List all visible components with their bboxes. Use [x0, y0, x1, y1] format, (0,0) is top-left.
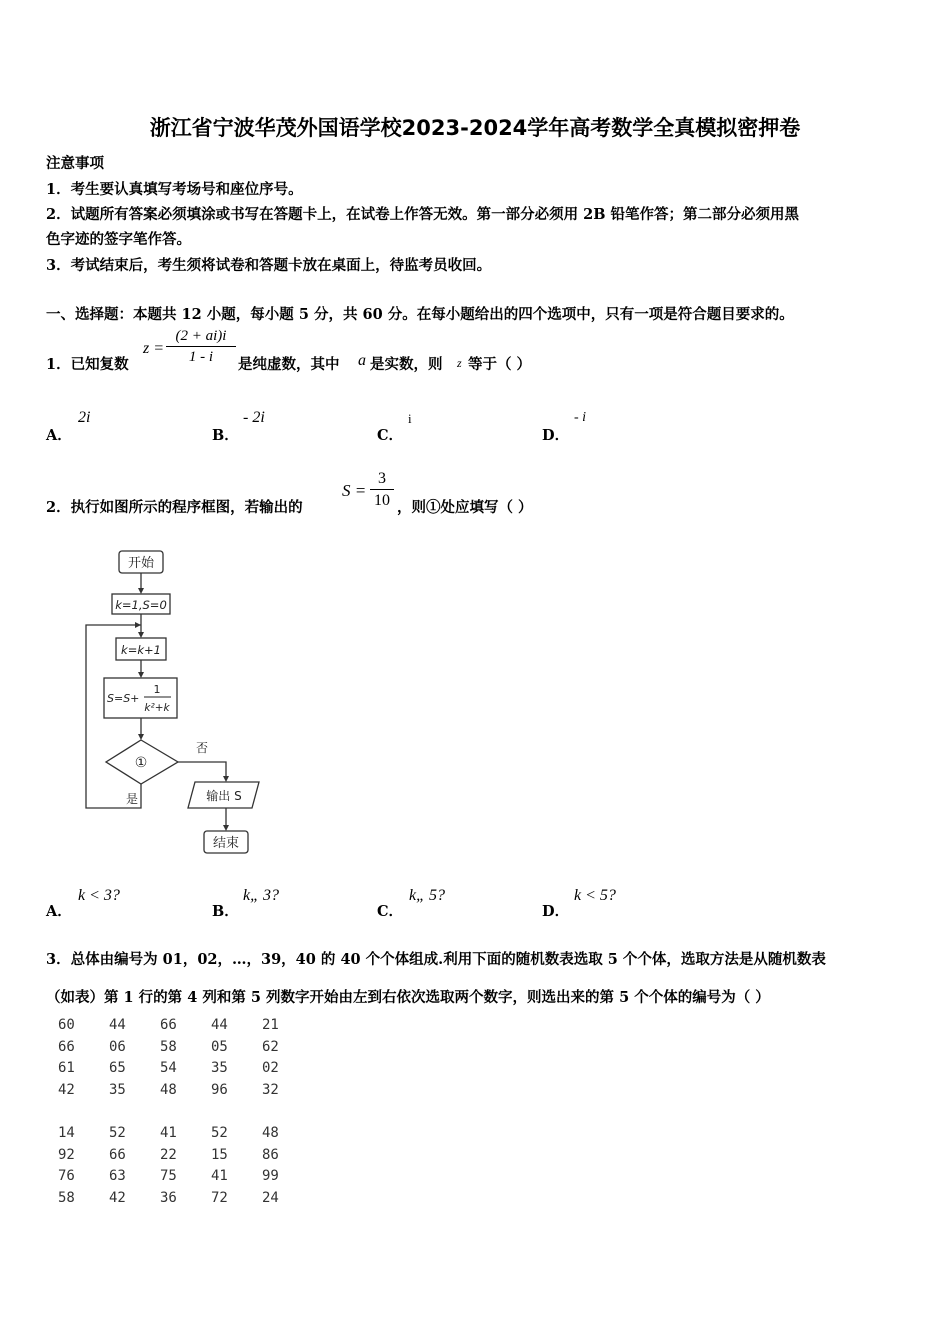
table-row [58, 1125, 313, 1147]
notice-item-3: 3．考试结束后，考生须将试卷和答题卡放在桌面上，待监考员收回。 [46, 257, 492, 274]
table-cell: 66 [58, 1038, 75, 1055]
q2-numerator: 3 [378, 470, 386, 487]
notice-item-1: 1．考生要认真填写考场号和座位序号。 [46, 181, 303, 198]
table-cell: 44 [109, 1017, 126, 1033]
flow-end-text: 结束 [212, 836, 240, 851]
q3-line-1: 3．总体由编号为 01，02，…，39，40 的 40 个个体组成.利用下面的随机数表选取 5 个个体，选取方法是从随机数表 [46, 951, 826, 968]
table-cell: 02 [262, 1060, 279, 1076]
page-title: 浙江省宁波华茂外国语学校2023-2024学年高考数学全真模拟密押卷 [149, 116, 801, 140]
flow-update-text: S=S+ [107, 692, 140, 705]
table-cell: 92 [58, 1146, 75, 1163]
q1-option-d-label[interactable]: D． [542, 427, 570, 444]
table-cell: 05 [211, 1038, 228, 1055]
table-cell: 76 [58, 1168, 75, 1184]
table-row [58, 1017, 313, 1039]
q1-option-d-value: - i [574, 410, 587, 425]
q2-option-d-value: k < 5? [574, 887, 616, 904]
flow-update-den: k²+k [144, 702, 170, 714]
q2-suffix: ，则①处应填写（ ） [397, 499, 533, 516]
q2-option-c-value: k„ 5? [409, 887, 445, 904]
table-row [58, 1190, 313, 1212]
table-cell: 52 [109, 1125, 126, 1141]
table-cell: 65 [109, 1060, 126, 1076]
table-row [58, 1082, 313, 1104]
table-cell: 24 [262, 1189, 279, 1206]
q1-option-b-label[interactable]: B． [212, 427, 239, 444]
flow-update-num: 1 [153, 683, 161, 696]
table-cell: 61 [58, 1060, 75, 1076]
table-cell: 62 [262, 1038, 279, 1055]
section-heading: 一、选择题：本题共 12 小题，每小题 5 分，共 60 分。在每小题给出的四个选项中，只有一项是符合题目要求的。 [46, 306, 794, 323]
q2-s-eq: S = [342, 481, 367, 500]
q1-z: z [457, 356, 462, 370]
table-cell: 66 [109, 1146, 126, 1163]
table-cell: 66 [160, 1017, 177, 1033]
flow-no-label: 否 [196, 741, 209, 755]
q1-option-c-label[interactable]: C． [377, 427, 404, 444]
notice-heading: 注意事项 [46, 155, 104, 172]
table-cell: 32 [262, 1081, 279, 1098]
table-row [58, 1039, 313, 1061]
flow-start-text: 开始 [127, 556, 155, 571]
table-cell: 48 [262, 1125, 279, 1141]
table-cell: 14 [58, 1125, 75, 1141]
q1-option-c-value: i [408, 411, 412, 426]
table-cell: 58 [58, 1189, 75, 1206]
q1-option-a-label[interactable]: A． [46, 427, 72, 444]
flow-yes-label: 是 [126, 792, 139, 806]
table-cell: 86 [262, 1146, 279, 1163]
random-table-1 [58, 1017, 313, 1103]
table-cell: 42 [109, 1189, 126, 1206]
q2-option-a-label[interactable]: A． [46, 903, 72, 920]
q2-prefix: 2．执行如图所示的程序框图，若输出的 [46, 499, 303, 516]
flow-init-text: k=1,S=0 [115, 598, 167, 612]
table-cell: 35 [109, 1081, 126, 1098]
notice-item-2-cont: 色字迹的签字笔作答。 [46, 231, 191, 248]
table-cell: 36 [160, 1189, 177, 1206]
table-cell: 42 [58, 1081, 75, 1098]
flow-cond-text: ① [134, 755, 148, 771]
q1-option-b-value: - 2i [243, 409, 265, 426]
q2-option-c-label[interactable]: C． [377, 903, 404, 920]
q1-denominator: 1 - i [188, 349, 214, 365]
table-cell: 75 [160, 1168, 177, 1184]
table-row [58, 1168, 313, 1190]
q2-option-d-label[interactable]: D． [542, 903, 570, 920]
q1-numerator: (2 + ai)i [175, 328, 227, 344]
table-cell: 54 [160, 1060, 177, 1076]
q1-option-a-value: 2i [78, 409, 91, 426]
q1-mid2: 是实数，则 [370, 356, 443, 373]
q2-option-a-value: k < 3? [78, 887, 120, 904]
table-cell: 60 [58, 1017, 75, 1033]
q1-suffix: 等于（ ） [468, 356, 532, 373]
table-row [58, 1060, 313, 1082]
random-table-2 [58, 1125, 313, 1211]
q3-line-2: （如表）第 1 行的第 4 列和第 5 列数字开始由左到右依次选取两个数字，则选出来的第 5 个个体的编号为（ ） [46, 989, 770, 1006]
table-cell: 48 [160, 1081, 177, 1098]
q1-mid: 是纯虚数，其中 [238, 356, 340, 373]
q2-option-b-value: k„ 3? [243, 887, 279, 904]
table-cell: 99 [262, 1168, 279, 1184]
notice-item-2: 2．试题所有答案必须填涂或书写在答题卡上，在试卷上作答无效。第一部分必须用 2B 铅笔作答；第二部分必须用黑 [46, 206, 800, 223]
q1-z-eq: z = [143, 340, 165, 357]
table-cell: 44 [211, 1017, 228, 1033]
flow-inc-text: k=k+1 [121, 643, 161, 657]
table-cell: 72 [211, 1189, 228, 1206]
table-cell: 06 [109, 1038, 126, 1055]
table-cell: 22 [160, 1146, 177, 1163]
q1-a: a [358, 352, 366, 369]
q2-denominator: 10 [374, 492, 390, 509]
table-cell: 15 [211, 1146, 228, 1163]
table-cell: 52 [211, 1125, 228, 1141]
table-cell: 41 [160, 1125, 177, 1141]
flow-output-text: 输出 S [206, 789, 242, 803]
table-cell: 96 [211, 1081, 228, 1098]
q2-option-b-label[interactable]: B． [212, 903, 239, 920]
q1-prefix: 1．已知复数 [46, 356, 129, 373]
table-cell: 41 [211, 1168, 228, 1184]
table-cell: 63 [109, 1168, 126, 1184]
table-cell: 35 [211, 1060, 228, 1076]
table-row [58, 1147, 313, 1169]
table-cell: 58 [160, 1038, 177, 1055]
table-cell: 21 [262, 1017, 279, 1033]
